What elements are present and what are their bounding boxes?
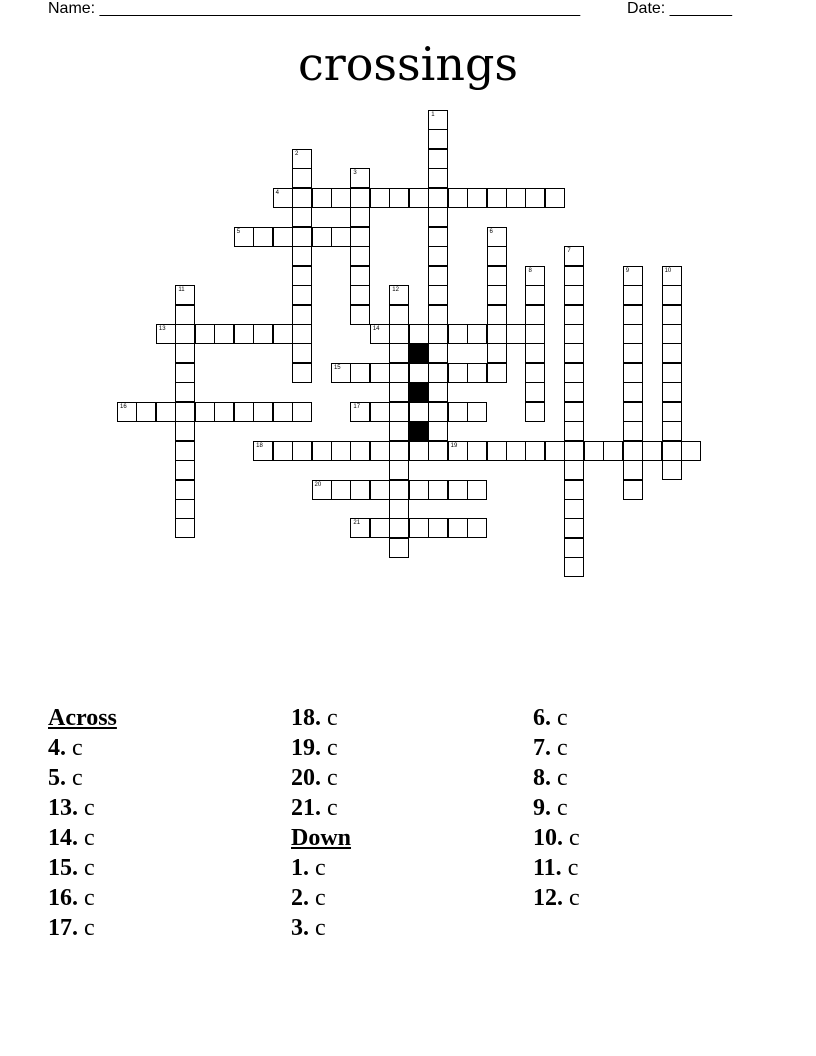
grid-cell[interactable] <box>428 285 448 305</box>
grid-cell[interactable] <box>525 305 545 325</box>
grid-cell[interactable] <box>448 402 468 422</box>
grid-cell[interactable] <box>428 246 448 266</box>
clue-text: c <box>327 705 338 731</box>
grid-cell[interactable] <box>603 441 623 461</box>
cell-number: 15 <box>333 364 341 371</box>
grid-cell[interactable] <box>156 324 176 344</box>
grid-cell[interactable] <box>370 518 390 538</box>
grid-cell[interactable] <box>623 460 643 480</box>
grid-cell[interactable] <box>389 343 409 363</box>
grid-cell[interactable] <box>662 460 682 480</box>
grid-block-cell <box>409 343 429 363</box>
clue-number: 4. <box>48 735 66 761</box>
grid-cell[interactable] <box>662 266 682 286</box>
clue-text: c <box>569 885 580 911</box>
grid-cell[interactable] <box>506 324 526 344</box>
grid-cell[interactable] <box>273 402 293 422</box>
grid-cell[interactable] <box>623 343 643 363</box>
down-heading: Down <box>291 825 352 851</box>
cell-number: 20 <box>314 481 322 488</box>
grid-cell[interactable] <box>312 480 332 500</box>
grid-cell[interactable] <box>662 421 682 441</box>
cell-number: 16 <box>120 403 127 410</box>
clue-down-10 <box>533 823 580 853</box>
cell-number: 21 <box>353 520 361 527</box>
clue-across-17 <box>48 913 117 943</box>
grid-cell[interactable] <box>234 402 254 422</box>
grid-cell[interactable] <box>409 480 429 500</box>
grid-cell[interactable] <box>467 188 487 208</box>
clue-text: c <box>557 795 568 821</box>
grid-cell[interactable] <box>350 168 370 188</box>
grid-cell[interactable] <box>175 382 195 402</box>
grid-cell[interactable] <box>253 402 273 422</box>
clue-number: 17. <box>48 915 78 941</box>
grid-cell[interactable] <box>662 382 682 402</box>
grid-cell[interactable] <box>662 324 682 344</box>
clue-text: c <box>72 735 83 761</box>
grid-cell[interactable] <box>175 480 195 500</box>
clue-number: 1. <box>291 855 309 881</box>
grid-cell[interactable] <box>292 149 312 169</box>
grid-cell[interactable] <box>428 207 448 227</box>
grid-cell[interactable] <box>273 227 293 247</box>
grid-cell[interactable] <box>487 246 507 266</box>
clue-across-20 <box>291 763 351 793</box>
grid-cell[interactable] <box>448 441 468 461</box>
grid-cell[interactable] <box>545 188 565 208</box>
clue-across-5 <box>48 763 117 793</box>
cell-number: 19 <box>450 442 458 449</box>
cell-number: 5 <box>236 228 241 235</box>
grid-cell[interactable] <box>428 188 448 208</box>
grid-cell[interactable] <box>525 343 545 363</box>
cell-number: 7 <box>567 248 571 255</box>
grid-cell[interactable] <box>564 246 584 266</box>
clue-text: c <box>84 915 95 941</box>
grid-cell[interactable] <box>273 441 293 461</box>
grid-cell[interactable] <box>564 480 584 500</box>
grid-cell[interactable] <box>467 402 487 422</box>
grid-cell[interactable] <box>428 149 448 169</box>
cell-number: 1 <box>431 112 435 118</box>
grid-cell[interactable] <box>195 402 215 422</box>
grid-cell[interactable] <box>350 188 370 208</box>
clue-down-1 <box>291 853 351 883</box>
grid-cell[interactable] <box>350 207 370 227</box>
grid-cell[interactable] <box>409 324 429 344</box>
clue-text: c <box>327 735 338 761</box>
grid-cell[interactable] <box>389 499 409 519</box>
grid-cell[interactable] <box>331 363 351 383</box>
grid-cell[interactable] <box>389 460 409 480</box>
grid-cell[interactable] <box>623 480 643 500</box>
cell-number: 9 <box>625 267 630 274</box>
grid-cell[interactable] <box>467 324 487 344</box>
clue-number: 7. <box>533 735 551 761</box>
clue-column-2 <box>291 703 351 943</box>
grid-cell[interactable] <box>448 324 468 344</box>
grid-cell[interactable] <box>389 441 409 461</box>
grid-cell[interactable] <box>623 402 643 422</box>
grid-cell[interactable] <box>175 499 195 519</box>
grid-cell[interactable] <box>428 363 448 383</box>
clue-text: c <box>84 825 95 851</box>
grid-cell[interactable] <box>389 188 409 208</box>
clue-across-15 <box>48 853 117 883</box>
clue-down-12 <box>533 883 580 913</box>
clue-across-4 <box>48 733 117 763</box>
cell-number: 18 <box>256 442 263 449</box>
grid-cell[interactable] <box>292 441 312 461</box>
grid-cell[interactable] <box>253 324 273 344</box>
grid-cell[interactable] <box>370 188 390 208</box>
grid-cell[interactable] <box>234 324 254 344</box>
grid-cell[interactable] <box>564 441 584 461</box>
grid-cell[interactable] <box>525 402 545 422</box>
clue-text: c <box>327 795 338 821</box>
grid-cell[interactable] <box>506 441 526 461</box>
grid-cell[interactable] <box>292 246 312 266</box>
clue-down-2 <box>291 883 351 913</box>
grid-cell[interactable] <box>525 324 545 344</box>
grid-cell[interactable] <box>350 402 370 422</box>
grid-cell[interactable] <box>370 402 390 422</box>
grid-cell[interactable] <box>175 402 195 422</box>
clue-text: c <box>567 855 579 881</box>
grid-cell[interactable] <box>175 518 195 538</box>
grid-cell[interactable] <box>525 363 545 383</box>
grid-cell[interactable] <box>312 188 332 208</box>
grid-cell[interactable] <box>370 480 390 500</box>
cell-number: 11 <box>178 287 185 294</box>
grid-cell[interactable] <box>564 421 584 441</box>
grid-cell[interactable] <box>467 480 487 500</box>
grid-cell[interactable] <box>564 557 584 577</box>
grid-cell[interactable] <box>564 285 584 305</box>
clue-number: 18. <box>291 705 321 731</box>
clue-number: 5. <box>48 765 66 791</box>
grid-cell[interactable] <box>370 441 390 461</box>
grid-cell[interactable] <box>487 441 507 461</box>
grid-cell[interactable] <box>428 110 448 130</box>
grid-cell[interactable] <box>623 324 643 344</box>
grid-cell[interactable] <box>350 363 370 383</box>
clue-text: c <box>557 705 568 731</box>
grid-cell[interactable] <box>350 246 370 266</box>
grid-cell[interactable] <box>389 324 409 344</box>
grid-cell[interactable] <box>428 518 448 538</box>
grid-cell[interactable] <box>389 382 409 402</box>
cell-number: 8 <box>528 267 532 274</box>
grid-cell[interactable] <box>292 363 312 383</box>
clue-text: c <box>84 855 95 881</box>
cell-number: 17 <box>353 403 361 410</box>
grid-cell[interactable] <box>525 441 545 461</box>
grid-cell[interactable] <box>662 363 682 383</box>
grid-cell[interactable] <box>292 227 312 247</box>
grid-cell[interactable] <box>428 343 448 363</box>
clue-text: c <box>84 885 95 911</box>
grid-cell[interactable] <box>370 363 390 383</box>
grid-cell[interactable] <box>428 421 448 441</box>
clue-across-19 <box>291 733 351 763</box>
clue-number: 13. <box>48 795 78 821</box>
grid-cell[interactable] <box>487 363 507 383</box>
clue-number: 10. <box>533 825 563 851</box>
cell-number: 6 <box>489 228 493 235</box>
grid-cell[interactable] <box>214 324 234 344</box>
grid-cell[interactable] <box>175 343 195 363</box>
grid-cell[interactable] <box>195 324 215 344</box>
grid-cell[interactable] <box>623 285 643 305</box>
clue-text: c <box>327 765 338 791</box>
grid-cell[interactable] <box>389 518 409 538</box>
clue-text: c <box>84 795 95 821</box>
grid-cell[interactable] <box>428 305 448 325</box>
grid-cell[interactable] <box>350 480 370 500</box>
clue-across-16 <box>48 883 117 913</box>
clue-text: c <box>315 885 326 911</box>
name-field-line: Name: ______________________________________________________ <box>48 0 581 17</box>
clue-text: c <box>557 735 568 761</box>
grid-cell[interactable] <box>292 207 312 227</box>
grid-cell[interactable] <box>662 402 682 422</box>
clue-text: c <box>315 915 326 941</box>
grid-cell[interactable] <box>564 538 584 558</box>
grid-cell[interactable] <box>428 168 448 188</box>
clue-across-18 <box>291 703 351 733</box>
clue-number: 15. <box>48 855 78 881</box>
clue-number: 6. <box>533 705 551 731</box>
grid-cell[interactable] <box>545 441 565 461</box>
grid-cell[interactable] <box>389 363 409 383</box>
clue-text: c <box>557 765 568 791</box>
clue-number: 11. <box>533 855 562 881</box>
grid-cell[interactable] <box>564 382 584 402</box>
grid-cell[interactable] <box>564 363 584 383</box>
cell-number: 13 <box>158 325 166 332</box>
grid-cell[interactable] <box>564 499 584 519</box>
clue-across-21 <box>291 793 351 823</box>
clue-down-7 <box>533 733 580 763</box>
grid-cell[interactable] <box>525 188 545 208</box>
cell-number: 4 <box>275 189 279 196</box>
grid-cell[interactable] <box>662 441 682 461</box>
grid-cell[interactable] <box>564 518 584 538</box>
clue-column-3 <box>533 703 580 913</box>
grid-cell[interactable] <box>175 363 195 383</box>
grid-cell[interactable] <box>564 324 584 344</box>
grid-cell[interactable] <box>564 305 584 325</box>
grid-cell[interactable] <box>370 324 390 344</box>
grid-cell[interactable] <box>525 382 545 402</box>
grid-cell[interactable] <box>428 441 448 461</box>
grid-cell[interactable] <box>273 324 293 344</box>
grid-cell[interactable] <box>292 188 312 208</box>
grid-cell[interactable] <box>389 305 409 325</box>
clue-down-3 <box>291 913 351 943</box>
clue-text: c <box>315 855 326 881</box>
grid-cell[interactable] <box>312 441 332 461</box>
cell-number: 3 <box>353 170 357 177</box>
grid-cell[interactable] <box>642 441 662 461</box>
grid-cell[interactable] <box>525 266 545 286</box>
clue-number: 21. <box>291 795 321 821</box>
grid-cell[interactable] <box>467 441 487 461</box>
grid-cell[interactable] <box>350 285 370 305</box>
clue-number: 2. <box>291 885 309 911</box>
grid-cell[interactable] <box>350 518 370 538</box>
grid-cell[interactable] <box>487 343 507 363</box>
grid-cell[interactable] <box>175 305 195 325</box>
grid-cell[interactable] <box>350 227 370 247</box>
grid-cell[interactable] <box>584 441 604 461</box>
grid-cell[interactable] <box>331 441 351 461</box>
grid-cell[interactable] <box>253 441 273 461</box>
grid-cell[interactable] <box>564 402 584 422</box>
grid-cell[interactable] <box>292 402 312 422</box>
grid-cell[interactable] <box>331 480 351 500</box>
grid-cell[interactable] <box>681 441 701 461</box>
grid-cell[interactable] <box>409 188 429 208</box>
clue-down-8 <box>533 763 580 793</box>
grid-cell[interactable] <box>564 460 584 480</box>
clue-number: 3. <box>291 915 309 941</box>
grid-cell[interactable] <box>564 343 584 363</box>
clue-number: 19. <box>291 735 321 761</box>
clue-down-11 <box>533 853 580 883</box>
grid-cell[interactable] <box>175 441 195 461</box>
grid-cell[interactable] <box>564 266 584 286</box>
cell-number: 2 <box>295 150 299 157</box>
grid-cell[interactable] <box>234 227 254 247</box>
grid-cell[interactable] <box>214 402 234 422</box>
grid-cell[interactable] <box>409 363 429 383</box>
clue-number: 16. <box>48 885 78 911</box>
clue-number: 14. <box>48 825 78 851</box>
clue-down-9 <box>533 793 580 823</box>
grid-cell[interactable] <box>175 421 195 441</box>
cell-number: 10 <box>664 267 672 274</box>
grid-cell[interactable] <box>409 441 429 461</box>
grid-cell[interactable] <box>623 382 643 402</box>
grid-cell[interactable] <box>448 480 468 500</box>
grid-cell[interactable] <box>331 227 351 247</box>
grid-cell[interactable] <box>175 324 195 344</box>
cell-number: 14 <box>372 325 380 332</box>
grid-cell[interactable] <box>467 363 487 383</box>
grid-cell[interactable] <box>487 324 507 344</box>
grid-cell[interactable] <box>409 402 429 422</box>
grid-cell[interactable] <box>389 538 409 558</box>
grid-cell[interactable] <box>487 305 507 325</box>
grid-cell[interactable] <box>428 382 448 402</box>
grid-cell[interactable] <box>156 402 176 422</box>
grid-cell[interactable] <box>623 266 643 286</box>
grid-cell[interactable] <box>428 129 448 149</box>
grid-cell[interactable] <box>136 402 156 422</box>
grid-cell[interactable] <box>487 188 507 208</box>
grid-cell[interactable] <box>292 324 312 344</box>
clue-number: 20. <box>291 765 321 791</box>
puzzle-title: crossings <box>297 37 519 91</box>
grid-cell[interactable] <box>389 480 409 500</box>
grid-cell[interactable] <box>389 402 409 422</box>
grid-cell[interactable] <box>487 285 507 305</box>
grid-cell[interactable] <box>292 285 312 305</box>
clue-across-14 <box>48 823 117 853</box>
grid-cell[interactable] <box>331 188 351 208</box>
grid-cell[interactable] <box>662 343 682 363</box>
grid-cell[interactable] <box>448 188 468 208</box>
grid-cell[interactable] <box>448 518 468 538</box>
grid-cell[interactable] <box>467 518 487 538</box>
grid-cell[interactable] <box>662 305 682 325</box>
grid-cell[interactable] <box>389 421 409 441</box>
grid-cell[interactable] <box>175 285 195 305</box>
date-field-line: Date: _______ <box>627 0 732 17</box>
grid-cell[interactable] <box>253 227 273 247</box>
grid-cell[interactable] <box>428 266 448 286</box>
grid-cell[interactable] <box>448 363 468 383</box>
grid-cell[interactable] <box>623 421 643 441</box>
grid-cell[interactable] <box>428 324 448 344</box>
clue-text: c <box>72 765 83 791</box>
grid-cell[interactable] <box>428 402 448 422</box>
clue-down-6 <box>533 703 580 733</box>
grid-cell[interactable] <box>312 227 332 247</box>
grid-cell[interactable] <box>117 402 137 422</box>
grid-cell[interactable] <box>623 305 643 325</box>
clue-text: c <box>569 825 580 851</box>
grid-cell[interactable] <box>623 363 643 383</box>
grid-cell[interactable] <box>623 441 643 461</box>
grid-cell[interactable] <box>506 188 526 208</box>
grid-cell[interactable] <box>350 266 370 286</box>
grid-cell[interactable] <box>292 305 312 325</box>
grid-cell[interactable] <box>292 266 312 286</box>
grid-cell[interactable] <box>409 518 429 538</box>
grid-cell[interactable] <box>428 227 448 247</box>
grid-cell[interactable] <box>292 168 312 188</box>
grid-cell[interactable] <box>487 227 507 247</box>
grid-cell[interactable] <box>350 305 370 325</box>
clue-number: 8. <box>533 765 551 791</box>
grid-block-cell <box>409 421 429 441</box>
clue-across-13 <box>48 793 117 823</box>
clue-number: 12. <box>533 885 563 911</box>
grid-cell[interactable] <box>525 285 545 305</box>
grid-block-cell <box>409 382 429 402</box>
clue-number: 9. <box>533 795 551 821</box>
clue-column-1 <box>48 703 117 943</box>
grid-cell[interactable] <box>389 285 409 305</box>
across-heading: Across <box>48 705 117 731</box>
grid-cell[interactable] <box>428 480 448 500</box>
grid-cell[interactable] <box>292 343 312 363</box>
grid-cell[interactable] <box>175 460 195 480</box>
grid-cell[interactable] <box>350 441 370 461</box>
grid-cell[interactable] <box>487 266 507 286</box>
grid-cell[interactable] <box>662 285 682 305</box>
grid-cell[interactable] <box>273 188 293 208</box>
cell-number: 12 <box>392 287 399 294</box>
